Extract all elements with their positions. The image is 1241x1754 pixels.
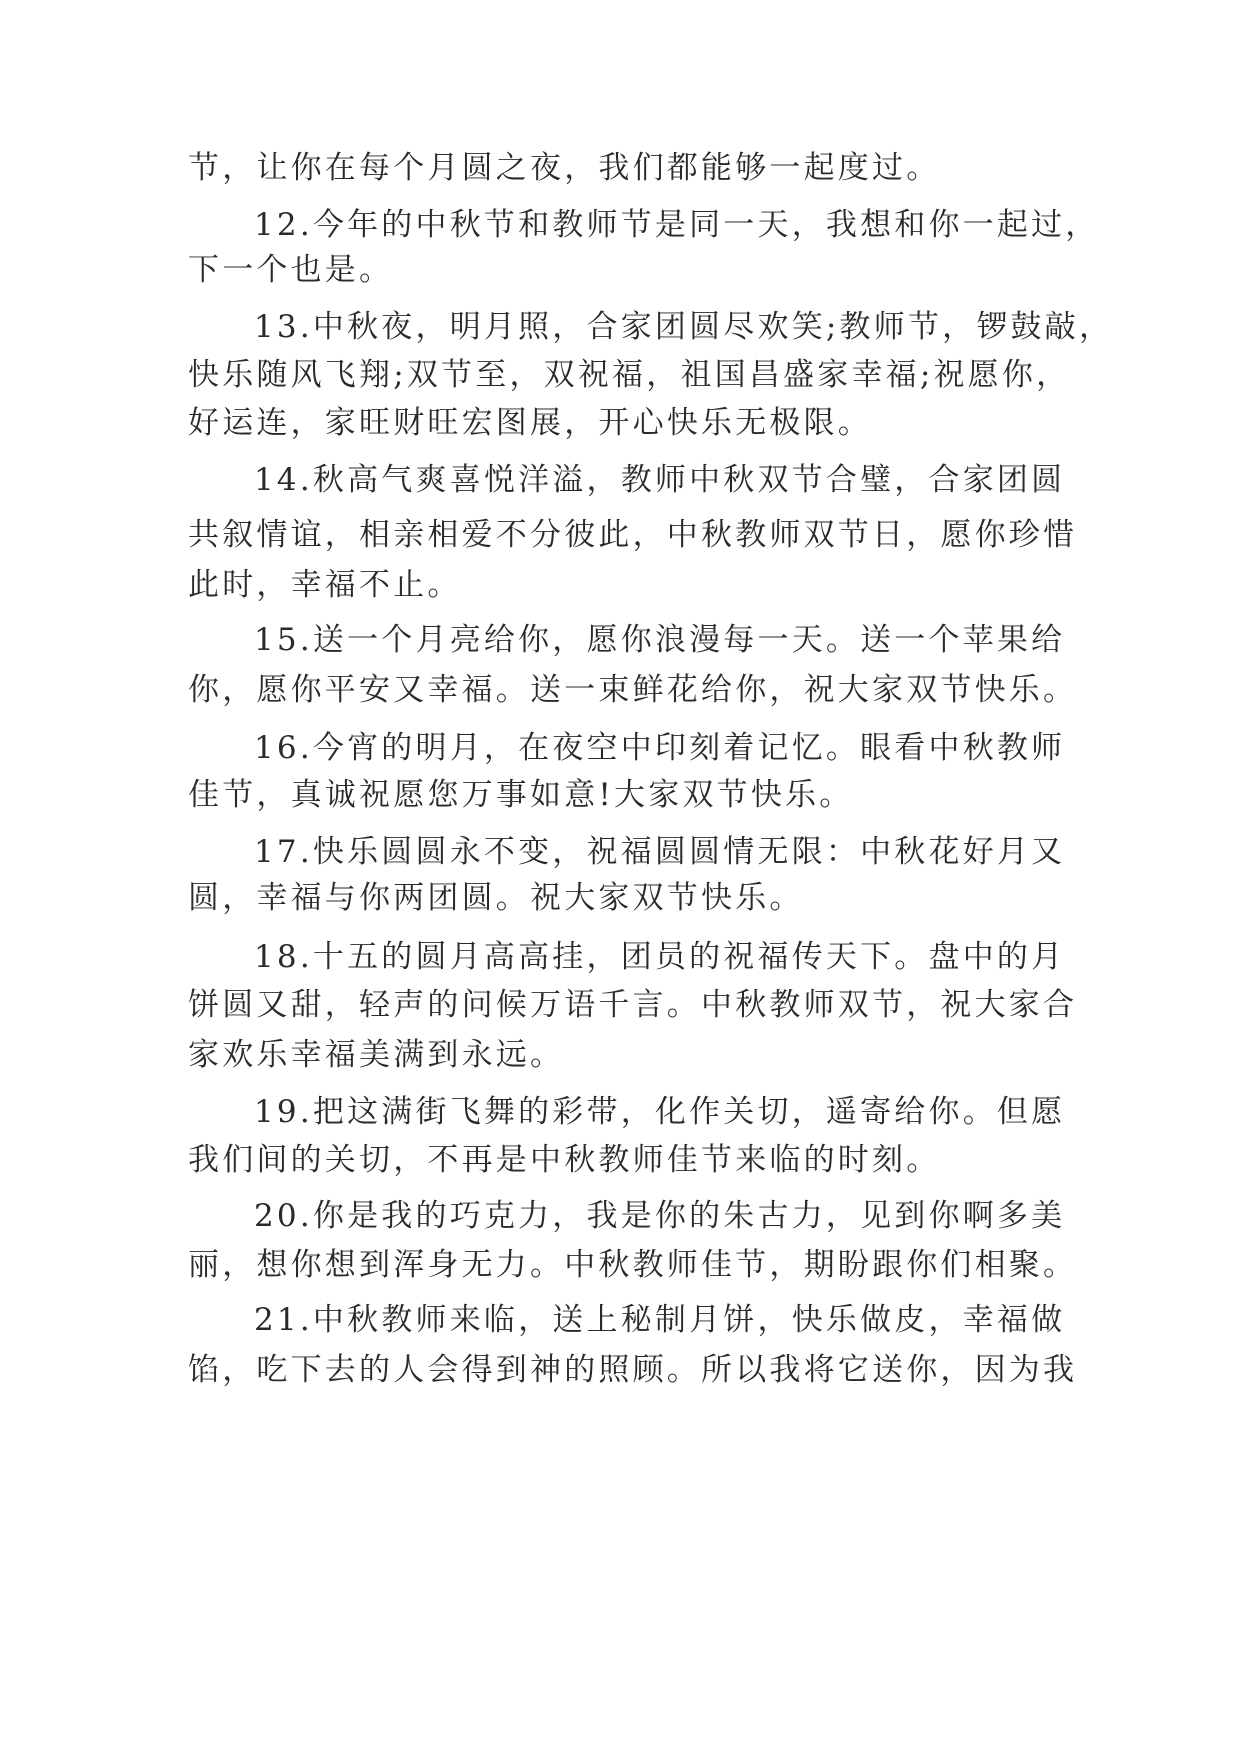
list-item-19-line-2: 我们间的关切，不再是中秋教师佳节来临的时刻。: [188, 1142, 941, 1178]
list-item-16-line-1: 16.今宵的明月，在夜空中印刻着记忆。眼看中秋教师: [254, 730, 1066, 766]
list-item-20-line-1: 20.你是我的巧克力，我是你的朱古力，见到你啊多美: [254, 1198, 1066, 1234]
list-item-21-line-1: 21.中秋教师来临，送上秘制月饼，快乐做皮，幸福做: [254, 1302, 1066, 1338]
list-item-12-line-2: 下一个也是。: [188, 252, 394, 288]
list-item-16-line-2: 佳节，真诚祝愿您万事如意!大家双节快乐。: [188, 777, 854, 813]
list-item-17-line-1: 17.快乐圆圆永不变，祝福圆圆情无限：中秋花好月又: [254, 834, 1066, 870]
list-item-13-line-3: 好运连，家旺财旺宏图展，开心快乐无极限。: [188, 405, 872, 441]
list-item-18-line-2: 饼圆又甜，轻声的问候万语千言。中秋教师双节，祝大家合: [188, 987, 1078, 1023]
list-item-13-line-2: 快乐随风飞翔;双节至，双祝福，祖国昌盛家幸福;祝愿你，: [188, 357, 1071, 393]
list-item-17-line-2: 圆，幸福与你两团圆。祝大家双节快乐。: [188, 880, 804, 916]
list-item-20-line-2: 丽，想你想到浑身无力。中秋教师佳节，期盼跟你们相聚。: [188, 1247, 1078, 1283]
list-item-14-line-2: 共叙情谊，相亲相爱不分彼此，中秋教师双节日，愿你珍惜: [188, 517, 1078, 553]
text-line: 节，让你在每个月圆之夜，我们都能够一起度过。: [188, 150, 941, 186]
list-item-13-line-1: 13.中秋夜，明月照，合家团圆尽欢笑;教师节，锣鼓敲，: [254, 309, 1114, 345]
list-item-18-line-1: 18.十五的圆月高高挂，团员的祝福传天下。盘中的月: [254, 939, 1066, 975]
list-item-15-line-1: 15.送一个月亮给你，愿你浪漫每一天。送一个苹果给: [254, 622, 1066, 658]
list-item-15-line-2: 你，愿你平安又幸福。送一束鲜花给你，祝大家双节快乐。: [188, 672, 1078, 708]
list-item-18-line-3: 家欢乐幸福美满到永远。: [188, 1037, 565, 1073]
list-item-12-line-1: 12.今年的中秋节和教师节是同一天，我想和你一起过，: [254, 207, 1100, 243]
list-item-14-line-3: 此时，幸福不止。: [188, 567, 462, 603]
list-item-14-line-1: 14.秋高气爽喜悦洋溢，教师中秋双节合璧，合家团圆: [254, 462, 1066, 498]
list-item-19-line-1: 19.把这满街飞舞的彩带，化作关切，遥寄给你。但愿: [254, 1094, 1066, 1130]
list-item-21-line-2: 馅，吃下去的人会得到神的照顾。所以我将它送你，因为我: [188, 1352, 1078, 1388]
